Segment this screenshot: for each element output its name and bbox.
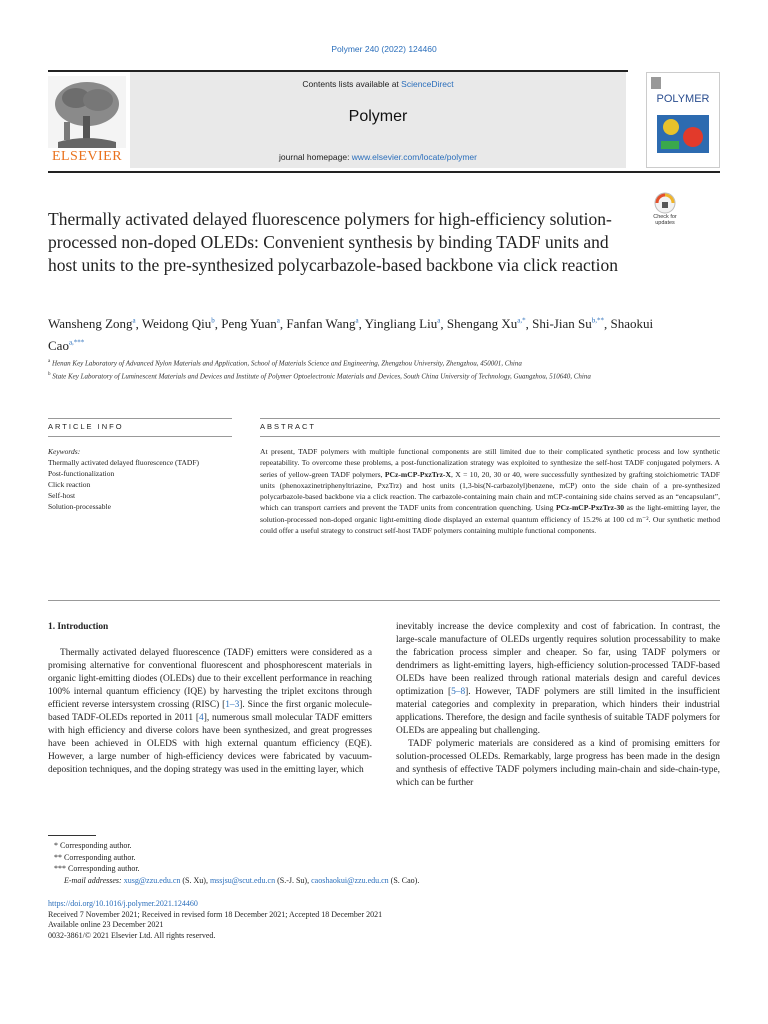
author[interactable]: Wansheng Zong$^a$ bbox=[48, 316, 136, 332]
affiliation-a: $^a$ Henan Key Laboratory of Advanced Nylon Materials and Application, School of Materials Science and Engineering, Zhengzhou University, Zhengzhou, 450001, China bbox=[48, 359, 522, 368]
received-dates: Received 7 November 2021; Received in revised form 18 December 2021; Accepted 18 December 2021 bbox=[48, 909, 383, 919]
footnotes bbox=[48, 840, 648, 886]
check-for-updates-badge[interactable] bbox=[648, 192, 682, 228]
keywords-block bbox=[48, 446, 228, 512]
abstract-rule bbox=[260, 418, 720, 419]
abstract-rule-2 bbox=[260, 436, 720, 437]
author[interactable]: Fanfan Wang$^a$ bbox=[286, 316, 359, 332]
homepage-link[interactable]: www.elsevier.com/locate/polymer bbox=[351, 152, 477, 162]
doi-link[interactable]: https://doi.org/10.1016/j.polymer.2021.124460 bbox=[48, 899, 198, 908]
article-info-rule bbox=[48, 418, 232, 419]
cover-title: POLYMER bbox=[656, 93, 710, 105]
intro-paragraph-2: TADF polymeric materials are considered as a kind of promising emitters for solution-processed OLEDs. Remarkably, large progress has been made in the design and synthesis of effective TADF polymers including main-chain and side-chain-type, which can be further bbox=[396, 739, 720, 788]
author-list: Wansheng Zong$^a$, Weidong Qiu$^b$, Peng Yuan$^a$, Fanfan Wang$^a$, Yingliang Liu$^a$, Shengang $Xu^{a,*}$, Shi-Jian $Su^{b,**}$, Shaokui Cao$^{a,***}$ bbox=[48, 316, 654, 353]
article-title: Thermally activated delayed fluorescence polymers for high-efficiency solution-processed non-doped OLEDs: Convenient synthesis by binding TADF units and host units to the pre-synthesized polycarbazole-based backbone via click reaction bbox=[48, 209, 618, 275]
article-info-rule-2 bbox=[48, 436, 232, 437]
email-link[interactable]: caoshaokui@zzu.edu.cn bbox=[311, 875, 389, 885]
sciencedirect-link[interactable]: ScienceDirect bbox=[401, 79, 454, 89]
author[interactable]: Shi-Jian $Su^{b,**}$ bbox=[532, 316, 604, 332]
intro-paragraph-continued: inevitably increase the device complexity and cost of fabrication. In contrast, the large-scale manufacture of OLEDs urgently requires solution processability to make the fabrication process simpler and cheaper. So far, using TADF polymers or dendrimers as light-emitting layers, high-efficiency solution-processed TADF-based OLEDs have been realized through rational materials design and careful devices optimization [5–8]. However, TADF polymers are still limited in the insufficient material categories and complexity in preparation, which hinders their industrial applications. Therefore, the design and facile synthesis of suitable TADF polymers for OLEDs are appealing but challenging. bbox=[396, 622, 720, 736]
publisher-name: ELSEVIER bbox=[51, 149, 123, 164]
journal-cover bbox=[646, 72, 720, 168]
abstract-bottom-rule bbox=[48, 600, 720, 601]
affiliation-b: $^b$ State Key Laboratory of Luminescent Materials and Devices and Institute of Polymer Optoelectronic Materials and Devices, South China University of Technology, Guangzhou, 510640, China bbox=[48, 372, 591, 381]
left-column bbox=[48, 621, 372, 777]
keyword-item: Click reaction bbox=[48, 480, 91, 489]
author[interactable]: Yingliang Liu$^a$ bbox=[364, 316, 441, 332]
intro-paragraph-1: Thermally activated delayed fluorescence (TADF) emitters were considered as a promising alternative for conventional fluorescent and phosphorescent materials in organic light-emitting diodes (OLEDs) due to their excellent performance in reaching 100% internal quantum efficiency (IQE) by harvesting the triplet excitons through efficient reverse intersystem crossing (RISC) [1–3]. Since the first organic molecule-based TADF-OLEDs reported in 2011 [4], numerous small molecular TADF emitters with high efficiency and diverse colors have been synthesized, and great progresses have been achieved in OLEDS with high external quantum efficiency (EQE). However, a large number of high-efficiency devices were fabricated by vacuum-deposition techniques, and the doping strategy was used in the emitting layer, which bbox=[48, 648, 372, 775]
citation-link[interactable]: 1–3 bbox=[225, 700, 240, 710]
footnote-rule bbox=[48, 835, 96, 836]
footnote-1: * Corresponding author. bbox=[54, 841, 132, 850]
keyword-item: Solution-processable bbox=[48, 502, 111, 511]
abstract-text: At present, TADF polymers with multiple functional components are still limited due to their complicated synthetic process and low synthetic repeatability. To overcome these problems, a post-functionalization strategy was exploited to synthesize the self-host TADF conjugated polymers. A series of yellow-green TADF polymers, PCz-mCP-PxzTrz-X, X = 10, 20, 30 or 40, were successfully synthesized by grafting stoichiometric TADF units (phenoxazinetriphenyltriazine, PxzTrz) and host units (1,3-bis(N-carbazolyl)benzene, mCP) onto the side chain of a pre-synthesized polycarbazole-based backbone via a click reaction. The carbazole-containing main chain and mCP-containing side chains served as an “encapsulant”, which can transport carriers and prevent the TADF units from concentration quenching. Using PCz-mCP-PxzTrz-30 as the light-emitting layer, the solution-processed non-doped organic light-emitting diode displayed an external quantum efficiency of 15.2% at 100 cd m⁻². Our synthetic method could offer a useful strategy to construct self-host TADF polymers containing multiple functional components. bbox=[260, 447, 721, 536]
email-link[interactable]: mssjsu@scut.edu.cn bbox=[209, 875, 276, 885]
journal-title: Polymer bbox=[348, 108, 408, 125]
keywords-label: Keywords: bbox=[48, 447, 81, 456]
available-online: Available online 23 December 2021 bbox=[48, 920, 164, 929]
elsevier-mini-icon bbox=[651, 77, 661, 89]
email-addresses: E-mail addresses: xusg@zzu.edu.cn (S. Xu), mssjsu@scut.edu.cn (S.-J. Su), caoshaokui@zzu.edu.cn (S. Cao). bbox=[64, 875, 420, 885]
section-heading-introduction: 1. Introduction bbox=[48, 622, 109, 632]
journal-citation[interactable]: Polymer 240 (2022) 124460 bbox=[331, 44, 437, 54]
author[interactable]: Peng Yuan$^a$ bbox=[221, 316, 280, 332]
author[interactable]: Shaokui Cao$^{a,***}$ bbox=[48, 316, 654, 353]
article-info-heading: ARTICLE INFO bbox=[48, 422, 124, 431]
citation-link[interactable]: 5–8 bbox=[451, 687, 466, 697]
footnote-3: *** Corresponding author. bbox=[54, 864, 140, 873]
header-bottom-rule bbox=[48, 171, 720, 173]
contents-available: Contents lists available at ScienceDirect bbox=[302, 79, 454, 89]
publication-info bbox=[48, 899, 668, 941]
check-updates-icon bbox=[648, 192, 682, 214]
abstract-heading: ABSTRACT bbox=[260, 422, 317, 431]
keyword-item: Post-functionalization bbox=[48, 469, 115, 478]
footnote-2: ** Corresponding author. bbox=[54, 852, 136, 862]
keyword-item: Self-host bbox=[48, 491, 76, 500]
journal-homepage: journal homepage: www.elsevier.com/locate/polymer bbox=[279, 152, 477, 162]
email-link[interactable]: xusg@zzu.edu.cn bbox=[123, 875, 181, 885]
affiliations bbox=[48, 356, 668, 383]
copyright: 0032-3861/© 2021 Elsevier Ltd. All rights reserved. bbox=[48, 930, 216, 940]
cover-image bbox=[657, 115, 709, 153]
journal-banner bbox=[130, 72, 626, 168]
check-updates-label: Check for updates bbox=[653, 214, 677, 226]
right-column bbox=[396, 621, 720, 790]
citation-link[interactable]: 4 bbox=[199, 713, 204, 723]
keyword-item: Thermally activated delayed fluorescence (TADF) bbox=[48, 458, 199, 467]
author[interactable]: Shengang $Xu^{a,*}$ bbox=[446, 316, 526, 332]
author[interactable]: Weidong Qiu$^b$ bbox=[141, 316, 215, 332]
